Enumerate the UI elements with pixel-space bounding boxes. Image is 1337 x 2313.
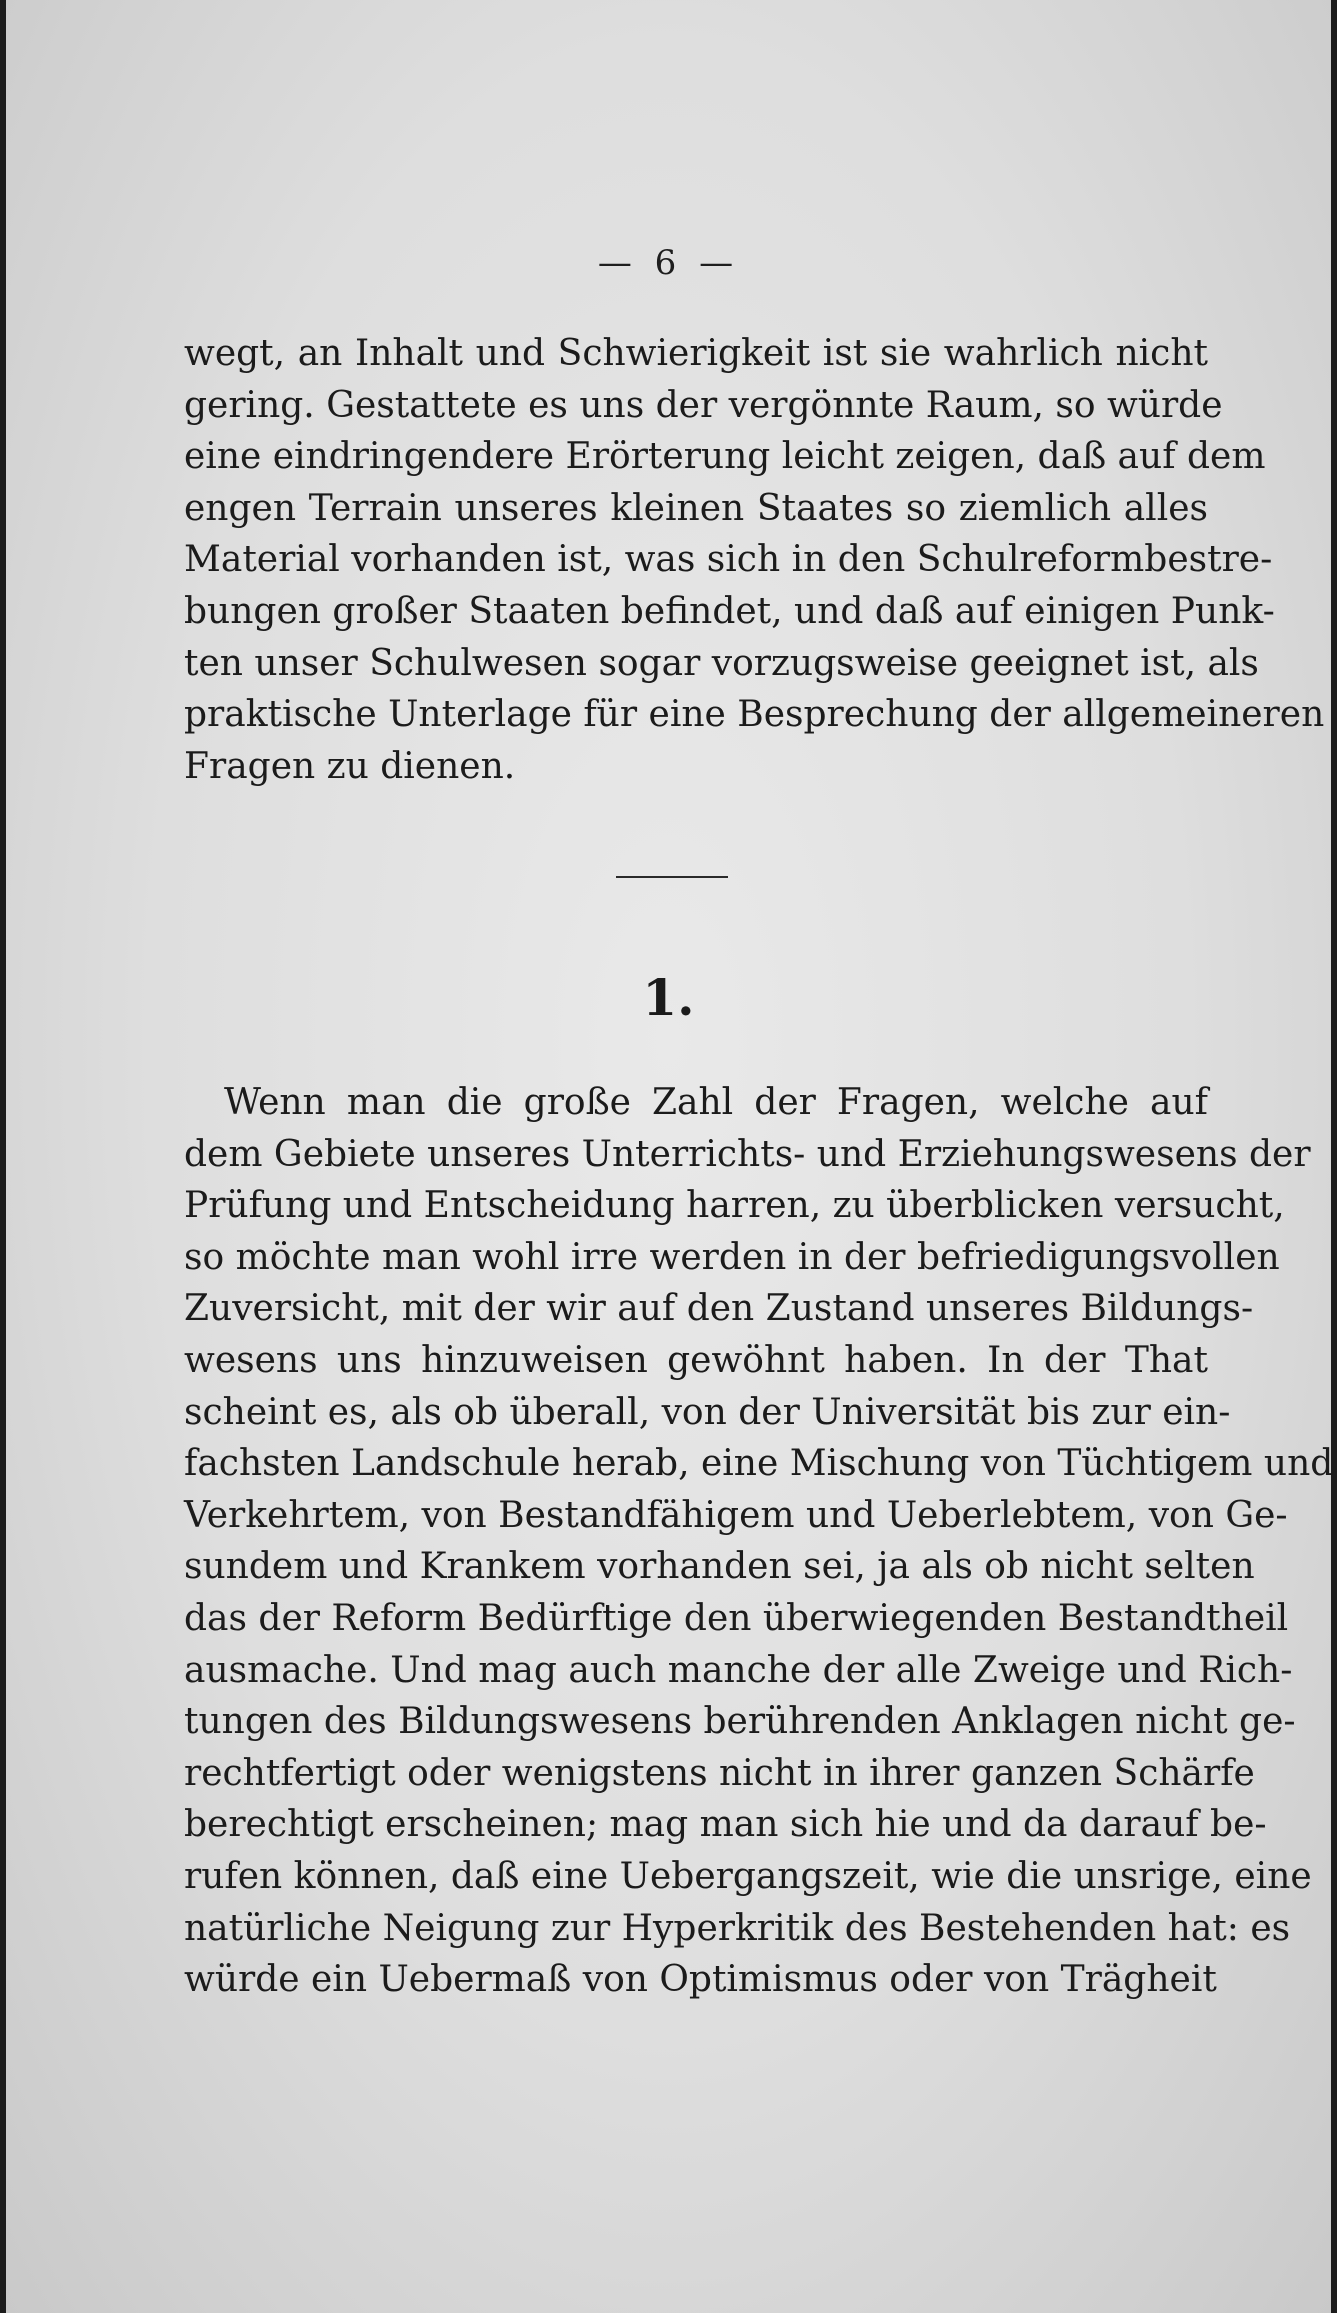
text-line: wesens uns hinzuweisen gewöhnt haben. In der That <box>184 1339 1208 1381</box>
text-line: Prüfung und Entscheidung harren, zu überblicken versucht, <box>184 1185 1285 1227</box>
text-line: gering. Gestattete es uns der vergönnte Raum, so würde <box>184 384 1223 426</box>
book-page <box>6 0 1334 2313</box>
text-line: rufen können, daß eine Uebergangszeit, wie die unsrige, eine <box>184 1855 1312 1897</box>
text-line: rechtfertigt oder wenigstens nicht in ihrer ganzen Schärfe <box>184 1752 1255 1794</box>
page-number: — 6 — <box>597 243 740 283</box>
text-line: engen Terrain unseres kleinen Staates so ziemlich alles <box>184 487 1208 529</box>
text-line: Wenn man die große Zahl der Fragen, welche auf <box>224 1082 1208 1123</box>
text-line: sundem und Krankem vorhanden sei, ja als ob nicht selten <box>184 1546 1255 1588</box>
text-line: würde ein Uebermaß von Optimismus oder von Trägheit <box>184 1959 1217 2001</box>
text-line: fachsten Landschule herab, eine Mischung von Tüchtigem und <box>184 1443 1334 1485</box>
text-line: praktische Unterlage für eine Besprechung der allgemeineren <box>184 694 1325 736</box>
text-line: so möchte man wohl irre werden in der befriedigungsvollen <box>184 1236 1280 1278</box>
text-line: das der Reform Bedürftige den überwiegenden Bestandtheil <box>184 1597 1289 1639</box>
text-line: Verkehrtem, von Bestandfähigem und Ueberlebtem, von Ge- <box>184 1494 1288 1536</box>
text-line: Material vorhanden ist, was sich in den Schulreformbestre- <box>184 539 1273 581</box>
text-line: eine eindringendere Erörterung leicht zeigen, daß auf dem <box>184 436 1266 478</box>
text-line: tungen des Bildungswesens berührenden Anklagen nicht ge- <box>184 1701 1296 1743</box>
section-heading: 1. <box>642 968 695 1027</box>
text-line: ausmache. Und mag auch manche der alle Zweige und Rich- <box>184 1649 1293 1691</box>
text-line: berechtigt erscheinen; mag man sich hie und da darauf be- <box>184 1804 1267 1846</box>
paragraph-continued <box>184 328 1325 792</box>
text-line: scheint es, als ob überall, von der Universität bis zur ein- <box>184 1391 1231 1433</box>
section-divider <box>616 876 728 878</box>
text-line: Fragen zu dienen. <box>184 745 516 787</box>
text-line: bungen großer Staaten befindet, und daß auf einigen Punk- <box>184 590 1275 632</box>
text-line: wegt, an Inhalt und Schwierigkeit ist sie wahrlich nicht <box>184 333 1208 374</box>
text-line: natürliche Neigung zur Hyperkritik des Bestehenden hat: es <box>184 1907 1291 1949</box>
text-line: ten unser Schulwesen sogar vorzugsweise geeignet ist, als <box>184 642 1259 684</box>
text-line: Zuversicht, mit der wir auf den Zustand unseres Bildungs- <box>184 1288 1254 1330</box>
text-line: dem Gebiete unseres Unterrichts- und Erziehungswesens der <box>184 1133 1311 1175</box>
paragraph-section-1 <box>184 1077 1334 2006</box>
